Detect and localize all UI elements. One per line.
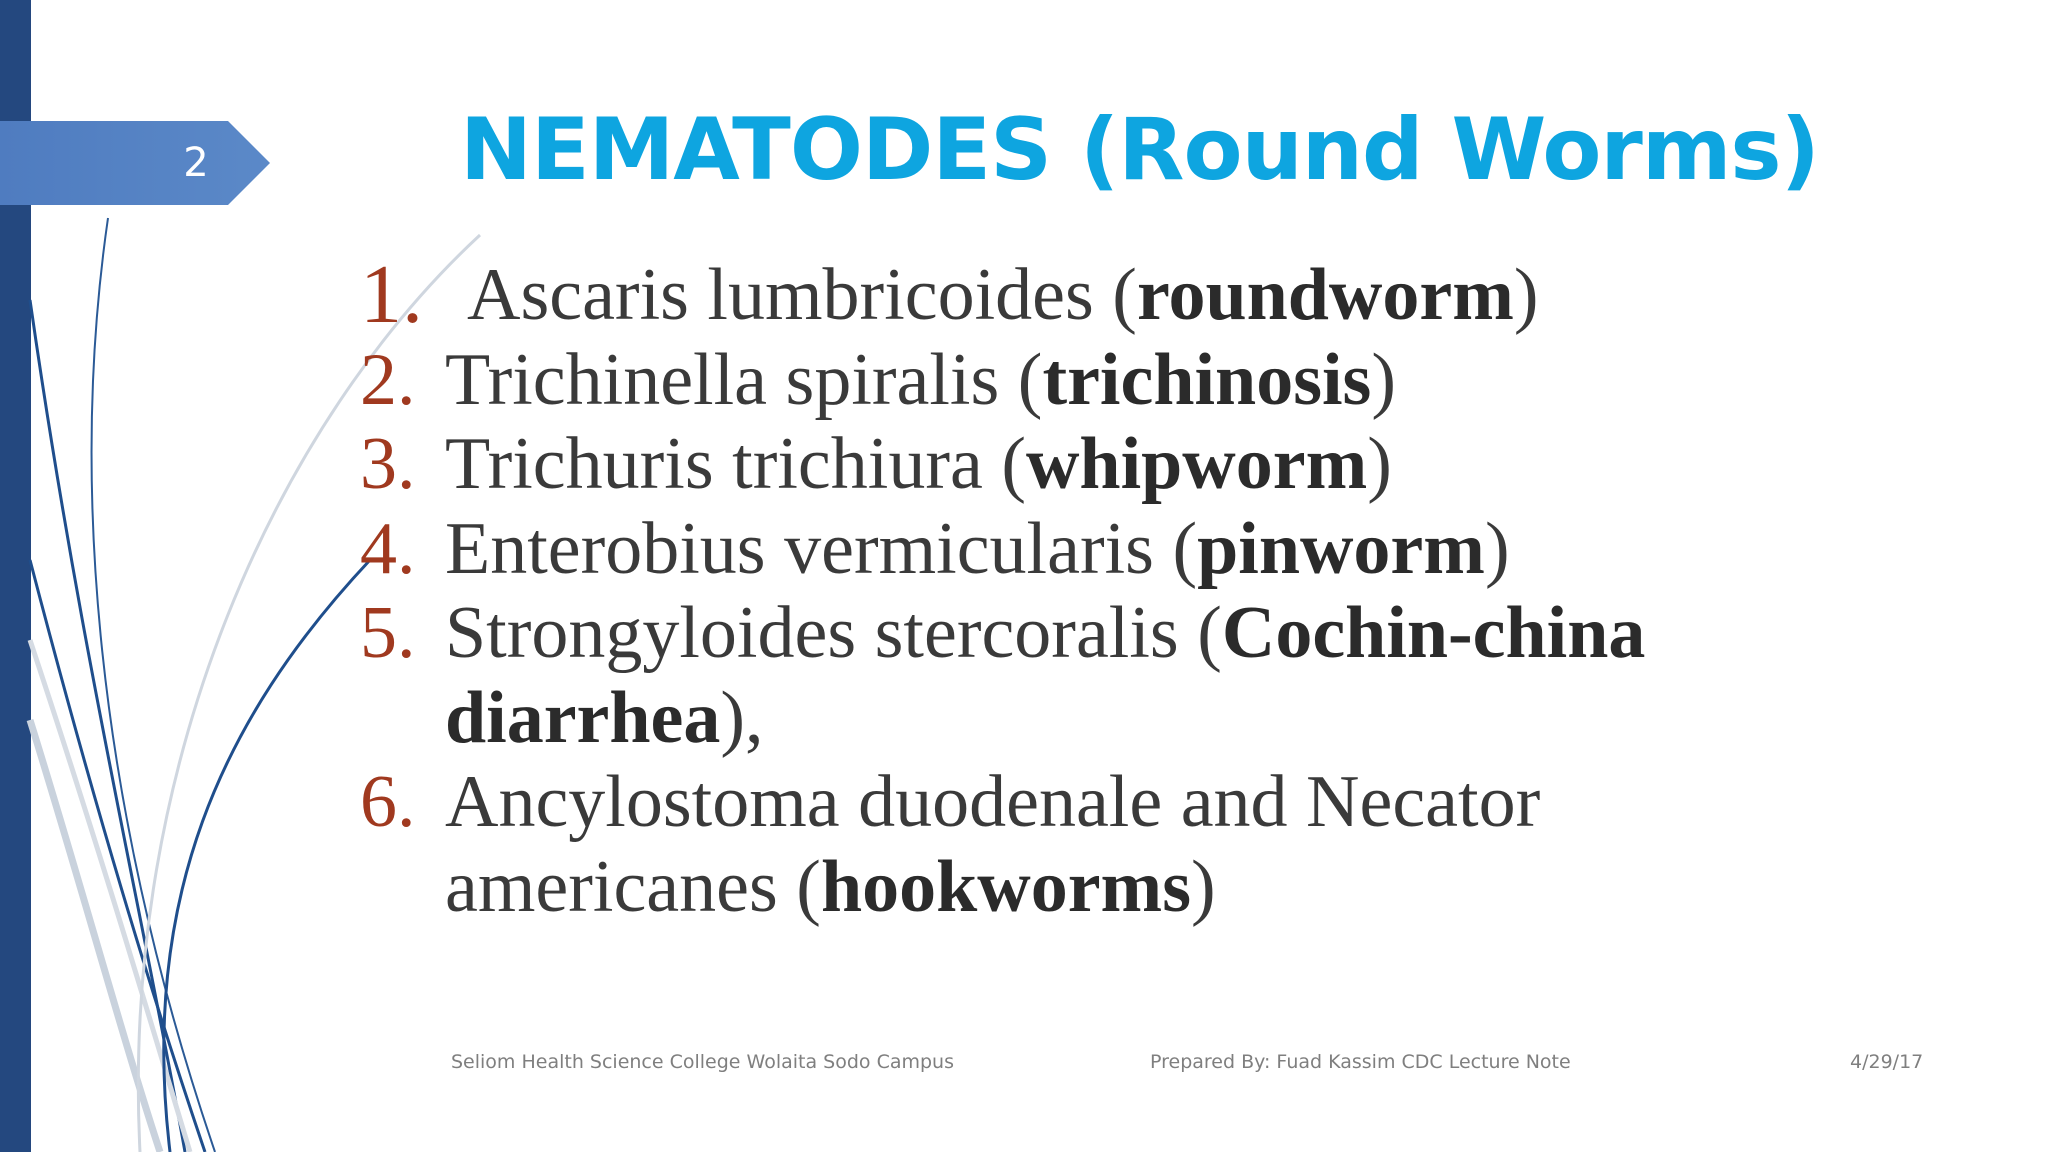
common-name: whipworm	[1025, 423, 1368, 505]
scientific-name: Trichinella spiralis	[445, 338, 1000, 421]
common-name: Cochin-china diarrhea	[445, 592, 1646, 759]
list-number: 5.	[360, 592, 416, 674]
list-item-text	[445, 423, 1392, 505]
scientific-name: Trichuris trichiura	[445, 423, 983, 505]
list-number: 6.	[360, 761, 416, 843]
open-paren: (	[1001, 423, 1026, 505]
list-number: 3.	[360, 423, 416, 505]
page-number-tab	[0, 121, 270, 205]
scientific-name: Enterobius vermicularis	[445, 507, 1154, 590]
close-paren: )	[1367, 423, 1392, 505]
open-paren: (	[1197, 592, 1222, 674]
list-item-text	[445, 592, 1645, 759]
list-item-text	[445, 339, 1396, 421]
list-item-text	[467, 254, 1539, 336]
list-item	[355, 248, 1755, 341]
slide-title: NEMATODES (Round Worms)	[460, 100, 1819, 200]
list-number: 4.	[360, 507, 416, 590]
scientific-name: Ancylostoma duodenale and Necator americanes	[445, 761, 1541, 928]
list-number: 1.	[360, 248, 423, 341]
close-paren: ),	[720, 676, 764, 759]
open-paren: (	[1112, 254, 1137, 336]
list-item-text	[445, 508, 1510, 590]
common-name: hookworms	[820, 845, 1191, 928]
common-name: trichinosis	[1042, 338, 1372, 421]
footer-author: Prepared By: Fuad Kassim CDC Lecture Note	[1150, 1051, 1571, 1073]
list-number: 2.	[360, 338, 416, 421]
list-item	[355, 507, 1755, 592]
close-paren: )	[1484, 507, 1510, 590]
list-item-text	[445, 761, 1540, 928]
close-paren: )	[1513, 254, 1539, 336]
common-name: roundworm	[1136, 254, 1514, 336]
close-paren: )	[1371, 338, 1397, 421]
list-item	[355, 338, 1755, 423]
scientific-name: Strongyloides stercoralis	[445, 592, 1179, 674]
list-item	[355, 760, 1755, 929]
slide-number: 2	[183, 140, 209, 186]
open-paren: (	[1172, 507, 1198, 590]
open-paren: (	[1017, 338, 1043, 421]
open-paren: (	[796, 845, 821, 928]
footer-date: 4/29/17	[1850, 1051, 1924, 1073]
close-paren: )	[1191, 845, 1216, 928]
nematode-list	[355, 248, 1755, 929]
scientific-name: Ascaris lumbricoides	[467, 254, 1094, 336]
list-item	[355, 422, 1755, 507]
common-name: pinworm	[1197, 507, 1485, 590]
footer-college: Seliom Health Science College Wolaita Sodo Campus	[451, 1051, 954, 1073]
list-item	[355, 591, 1755, 760]
